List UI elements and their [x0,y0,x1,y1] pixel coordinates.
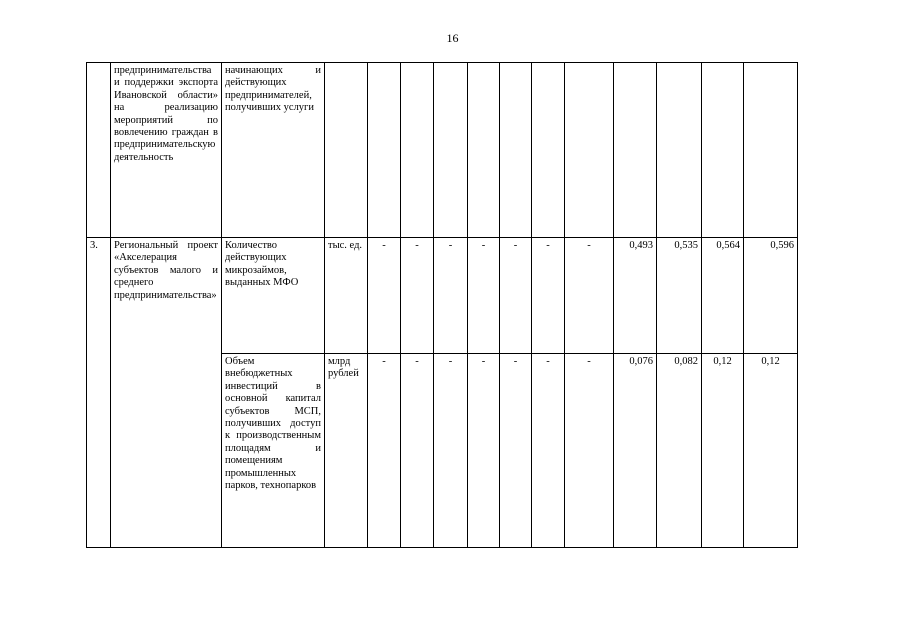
row-number-cell [87,354,111,548]
value-cell [401,63,434,238]
value-cell: - [401,354,434,548]
project-cell: Региональный проект «Акселерация субъектов малого и среднего предпринимательства» [111,238,222,354]
value-cell: - [532,354,565,548]
value-cell: 0,493 [614,238,657,354]
value-cell [532,63,565,238]
value-cell: 0,596 [744,238,798,354]
indicators-table [86,62,798,548]
value-cell [368,63,401,238]
value-cell: - [368,238,401,354]
page-number: 16 [446,31,459,45]
value-cell: 0,082 [657,354,702,548]
value-cell: 0,564 [702,238,744,354]
project-cell [111,354,222,548]
value-cell [614,63,657,238]
value-cell: 0,076 [614,354,657,548]
value-cell: - [468,354,500,548]
value-cell: - [401,238,434,354]
row-number-cell [87,63,111,238]
value-cell [468,63,500,238]
value-cell: 0,12 [702,354,744,548]
project-cell: предпринимательства и поддержки экспорта Ивановской области» на реализацию мероприятий по вовлечению граждан в предпринимательскую деятельность [111,63,222,238]
unit-cell: тыс. ед. [325,238,368,354]
value-cell: - [500,354,532,548]
unit-cell: млрд рублей [325,354,368,548]
value-cell [434,63,468,238]
value-cell: - [565,354,614,548]
value-cell [657,63,702,238]
indicator-cell: Объем внебюджетных инвестиций в основной капитал субъектов МСП, получивших доступ к производственным площадям и помещениям промышленных парков, технопарков [222,354,325,548]
value-cell [565,63,614,238]
row-number-cell: 3. [87,238,111,354]
indicator-cell: начинающих и действующих предпринимателей, получивших услуги [222,63,325,238]
value-cell: - [532,238,565,354]
value-cell: - [500,238,532,354]
value-cell [702,63,744,238]
table-row [87,63,798,238]
value-cell: - [434,238,468,354]
unit-cell [325,63,368,238]
value-cell: 0,535 [657,238,702,354]
value-cell: 0,12 [744,354,798,548]
value-cell: - [368,354,401,548]
value-cell [744,63,798,238]
value-cell: - [468,238,500,354]
table-row [87,354,798,548]
indicator-cell: Количество действующих микрозаймов, выданных МФО [222,238,325,354]
value-cell: - [434,354,468,548]
value-cell: - [565,238,614,354]
table-row [87,238,798,354]
value-cell [500,63,532,238]
